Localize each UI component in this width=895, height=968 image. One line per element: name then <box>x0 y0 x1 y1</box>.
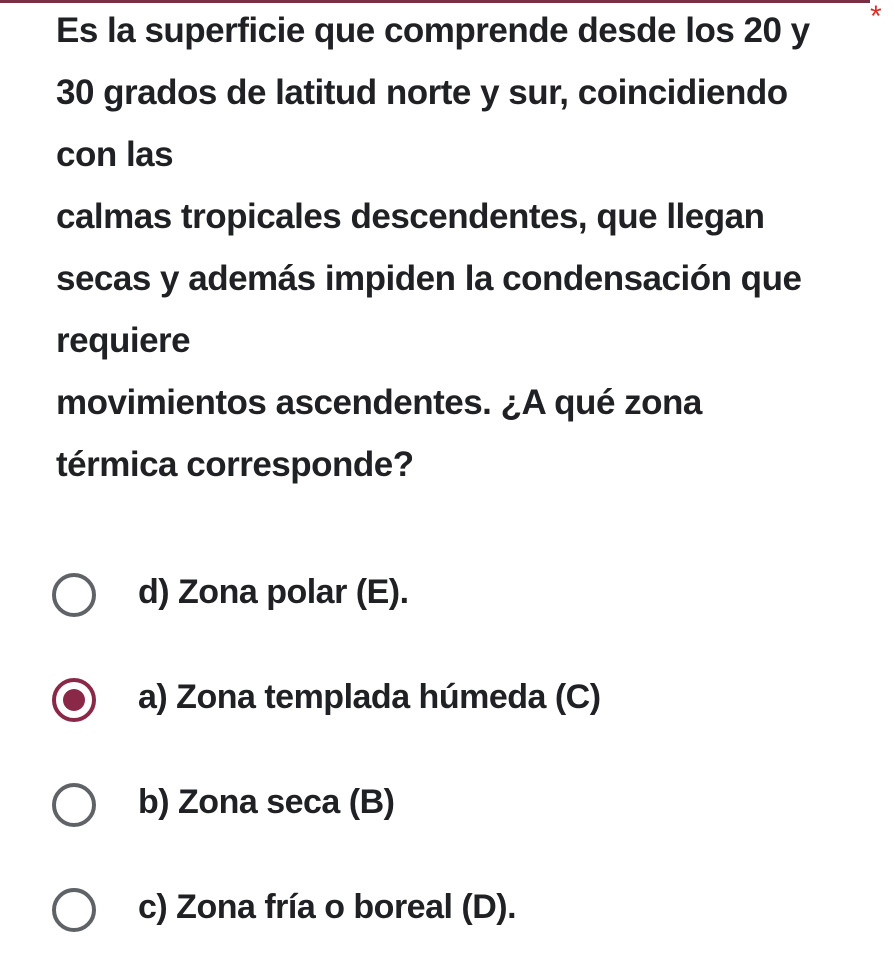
radio-option-d[interactable] <box>52 540 852 645</box>
question-line: térmica corresponde? <box>56 445 414 484</box>
question-line: 30 grados de latitud norte y sur, coincidiendo <box>56 73 788 112</box>
question-line: movimientos ascendentes. ¿A qué zona <box>56 383 702 422</box>
question-line: secas y además impiden la condensación que <box>56 259 802 298</box>
radio-option-a[interactable] <box>52 645 852 750</box>
radio-dot <box>63 689 85 711</box>
question-text <box>56 0 846 496</box>
radio-option-b[interactable] <box>52 750 852 855</box>
question-line: requiere <box>56 321 191 360</box>
radio-group <box>52 540 852 960</box>
radio-option-c[interactable] <box>52 855 852 960</box>
question-line: calmas tropicales descendentes, que llegan <box>56 197 765 236</box>
radio-option-label: c) Zona fría o boreal (D). <box>138 888 517 926</box>
radio-button[interactable] <box>52 678 96 722</box>
question-line: con las <box>56 135 174 174</box>
radio-button[interactable] <box>52 783 96 827</box>
radio-option-label: d) Zona polar (E). <box>138 573 409 611</box>
required-asterisk: * <box>870 0 882 33</box>
radio-option-label: a) Zona templada húmeda (C) <box>138 678 601 716</box>
radio-option-label: b) Zona seca (B) <box>138 783 395 821</box>
question-line: Es la superficie que comprende desde los 20 y <box>56 11 810 50</box>
radio-button[interactable] <box>52 888 96 932</box>
radio-button[interactable] <box>52 573 96 617</box>
